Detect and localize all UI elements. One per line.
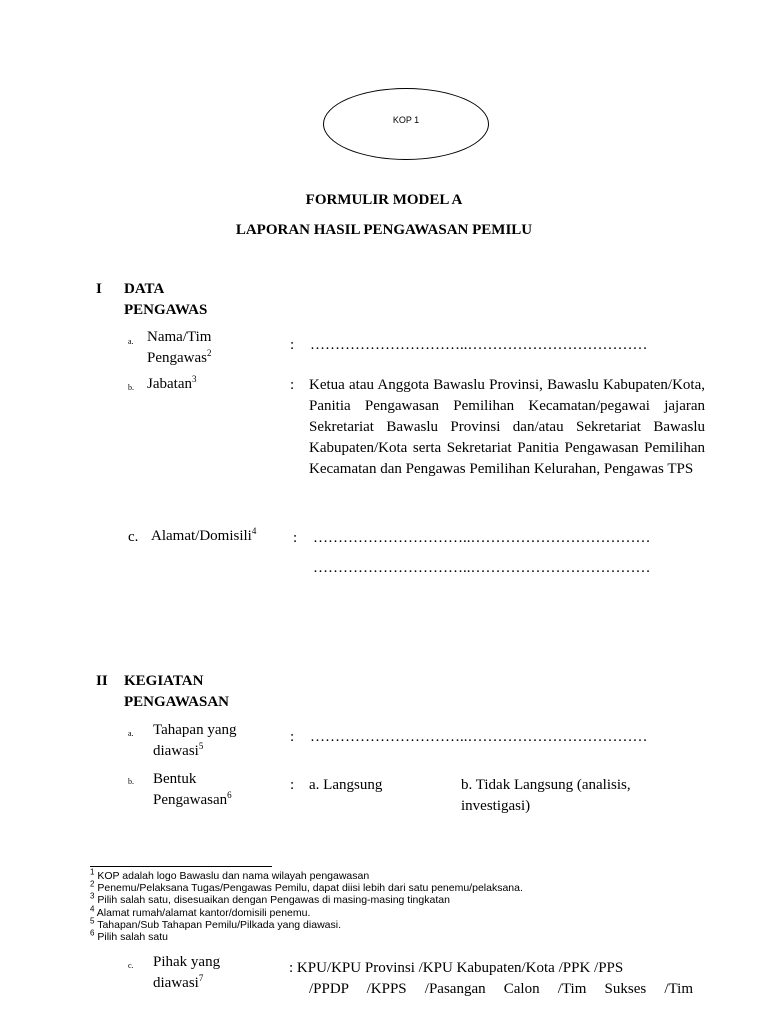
footnote-text: KOP adalah logo Bawaslu dan nama wilayah pengawasan <box>97 870 370 882</box>
form-title: FORMULIR MODEL A <box>305 192 463 208</box>
footnote-text: Tahapan/Sub Tahapan Pemilu/Pilkada yang diawasi. <box>97 918 341 931</box>
footnote-number: 5 <box>90 916 95 926</box>
alamat-field-line2[interactable]: …………………………..……………………………… <box>313 560 651 576</box>
footnote-number: 1 <box>90 867 95 877</box>
label-line: Alamat/Domisili <box>151 528 252 544</box>
pihak-value-line1: KPU/KPU Provinsi /KPU Kabupaten/Kota /PPK /PPS <box>296 960 624 976</box>
label-line: Nama/Tim <box>147 329 212 345</box>
label-bentuk <box>153 769 232 811</box>
footnote-text: Penemu/Pelaksana Tugas/Pengawas Pemilu, dapat diisi lebih dari satu penemu/pelaksana. <box>97 882 523 895</box>
colon: : <box>290 729 295 745</box>
kop-label: KOP 1 <box>392 115 420 125</box>
colon: : <box>290 377 295 393</box>
footnote-item <box>90 928 523 944</box>
nama-tim-field[interactable]: …………………………..……………………………… <box>310 337 648 353</box>
label-line: Pengawas <box>147 350 207 366</box>
label-tahapan <box>153 720 237 762</box>
footnote-number: 6 <box>90 928 95 938</box>
label-line: Tahapan yang <box>153 722 237 738</box>
footnote-number: 3 <box>90 891 95 901</box>
section-2-title <box>124 671 229 713</box>
footnote-item <box>90 867 523 882</box>
label-alamat <box>151 526 256 547</box>
label-nama-tim <box>147 327 212 369</box>
footnote-ref: 5 <box>198 741 204 751</box>
section-2-title-line1: KEGIATAN <box>124 673 204 689</box>
label-line: diawasi <box>153 975 199 991</box>
section-2-title-line2: PENGAWASAN <box>124 694 230 710</box>
label-pihak <box>153 952 220 994</box>
footnote-ref: 2 <box>207 348 212 358</box>
item-letter: b. <box>128 777 134 786</box>
label-line: diawasi <box>153 743 199 759</box>
colon: : <box>290 777 295 793</box>
item-letter: b. <box>128 383 134 392</box>
item-letter: c. <box>128 529 139 545</box>
section-1-number: I <box>96 281 102 297</box>
tahapan-field[interactable]: …………………………..……………………………… <box>310 729 648 745</box>
section-1-title-line2: PENGAWAS <box>124 302 208 318</box>
footnote-number: 4 <box>90 904 95 914</box>
footnote-text: Pilih salah satu <box>97 931 168 944</box>
label-jabatan <box>147 374 196 395</box>
option-line: investigasi) <box>461 798 531 814</box>
pihak-value <box>289 958 623 979</box>
colon: : <box>293 530 298 546</box>
option-langsung[interactable]: a. Langsung <box>309 777 383 793</box>
colon: : <box>289 960 294 976</box>
label-line: Jabatan <box>147 376 192 392</box>
footnote-item <box>90 904 523 919</box>
footnote-ref: 4 <box>251 526 257 536</box>
footnote-ref: 7 <box>198 973 204 983</box>
item-letter: c. <box>128 961 134 970</box>
footnote-item <box>90 916 523 931</box>
pihak-value-line2: /PPDP /KPPS /Pasangan Calon /Tim Sukses /Tim <box>309 981 693 997</box>
jabatan-value: Ketua atau Anggota Bawaslu Provinsi, Bawaslu Kabupaten/Kota, Panitia Pengawasan Pemilihan Kecamatan/pegawai jajaran Sekretariat Bawaslu Provinsi dan/atau Sekretariat Bawaslu Kabupaten/Kota serta Sekretariat Panitia Pengawasan Pemilihan Kecamatan dan Pengawas Pemilihan Kelurahan, Pengawas TPS <box>309 377 705 477</box>
footnote-text: Alamat rumah/alamat kantor/domisili penemu. <box>96 906 311 919</box>
label-line: Bentuk <box>153 771 197 787</box>
footnote-text: Pilih salah satu, disesuaikan dengan Pengawas di masing-masing tingkatan <box>97 894 450 907</box>
footnote-divider <box>90 866 272 867</box>
form-subtitle: LAPORAN HASIL PENGAWASAN PEMILU <box>235 222 533 238</box>
footnote-number: 2 <box>90 879 95 889</box>
section-2-number: II <box>96 673 108 689</box>
footnote-item <box>90 879 523 895</box>
label-line: Pihak yang <box>153 954 221 970</box>
kop-placeholder <box>323 88 489 160</box>
section-1-title-line1: DATA <box>124 281 165 297</box>
footnote-item <box>90 891 523 907</box>
label-line: Pengawasan <box>153 792 228 808</box>
colon: : <box>290 337 295 353</box>
alamat-field-line1[interactable]: …………………………..……………………………… <box>313 530 651 546</box>
section-1-title <box>124 279 207 321</box>
item-letter: a. <box>128 729 134 738</box>
footnote-ref: 3 <box>191 374 197 384</box>
footnotes <box>90 867 523 944</box>
option-tidak-langsung[interactable] <box>461 775 631 817</box>
footnote-ref: 6 <box>227 790 232 800</box>
option-line: b. Tidak Langsung (analisis, <box>461 777 631 793</box>
item-letter: a. <box>128 337 134 346</box>
